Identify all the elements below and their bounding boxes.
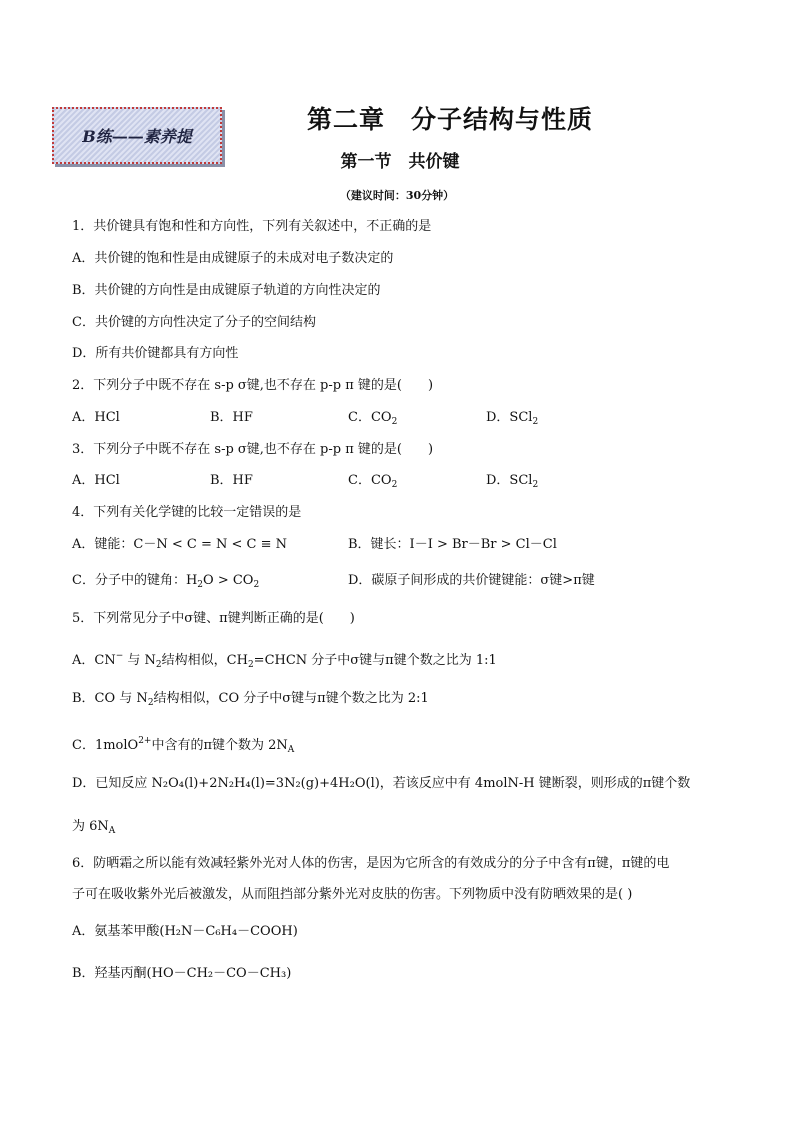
q6-stem-line2: 子可在吸收紫外光后被激发，从而阻挡部分紫外光对皮肤的伤害。下列物质中没有防晒效果的是( ) [72,887,633,902]
q1-option-c: C．共价键的方向性决定了分子的空间结构 [72,315,316,330]
q3-option-b: B．HF [210,473,253,488]
q4-option-b: B．键长：I－I > Br－Br > Cl－Cl [348,537,557,552]
section-title: 第一节 共价键 [340,152,460,172]
q2-option-c: C．$CO_2$ [348,410,398,427]
q3-option-d: D．SCl$_2$ [486,473,539,490]
q4-option-d: D．碳原子间形成的共价键键能：σ键>π键 [348,573,595,588]
q2-stem: 2．下列分子中既不存在 s-p σ键,也不存在 p-p π 键的是( ) [72,378,434,393]
q5-option-a: A．CN− 与 $N_2$结构相似，$CH_2=CHCN$ 分子中σ键与π键个数之比为 1:1 [72,651,497,670]
q5-stem: 5．下列常见分子中σ键、π键判断正确的是( ) [72,611,355,626]
q2-option-b: B．HF [210,410,253,425]
q6-option-b: B．羟基丙酮(HO－CH₂－CO－CH₃) [72,966,292,981]
q2-option-a: A．HCl [72,410,120,425]
q5-option-b: B．CO 与 $N_2$结构相似，CO 分子中σ键与π键个数之比为 2:1 [72,691,429,708]
q1-option-d: D．所有共价键都具有方向性 [72,346,239,361]
q2-option-d: D．SCl$_2$ [486,410,539,427]
q4-option-a: A．键能：C－N < C = N < C ≡ N [72,537,287,552]
q5-option-d-line2: 为 $6N_A$ [72,819,116,836]
q3-stem: 3．下列分子中既不存在 s-p σ键,也不存在 p-p π 键的是( ) [72,442,434,457]
q3-option-a: A．HCl [72,473,120,488]
practice-badge: B练——素养提 [52,107,222,164]
q1-stem: 1．共价键具有饱和性和方向性，下列有关叙述中，不正确的是 [72,219,432,234]
q6-stem-line1: 6．防晒霜之所以能有效减轻紫外光对人体的伤害，是因为它所含的有效成分的分子中含有π键，π键的电 [72,856,670,871]
suggested-time: （建议时间：30分钟） [339,189,455,202]
q5-option-c: C．1molO$^{2+}$中含有的π键个数为 $2N_A$ [72,736,295,755]
q3-option-c: C．$CO_2$ [348,473,398,490]
q1-option-a: A．共价键的饱和性是由成键原子的未成对电子数决定的 [72,251,394,266]
q4-option-c: C．分子中的键角：$H_2O > CO_2$ [72,573,260,590]
q6-option-a: A．氨基苯甲酸(H₂N－C₆H₄－COOH) [72,924,298,939]
q5-option-d-line1: D．已知反应 N₂O₄(l)+2N₂H₄(l)=3N₂(g)+4H₂O(l)，若该反应中有 4molN-H 键断裂，则形成的π键个数 [72,776,691,791]
chapter-title: 第二章 分子结构与性质 [306,105,593,134]
q1-option-b: B．共价键的方向性是由成键原子轨道的方向性决定的 [72,283,381,298]
q4-stem: 4．下列有关化学键的比较一定错误的是 [72,505,302,520]
